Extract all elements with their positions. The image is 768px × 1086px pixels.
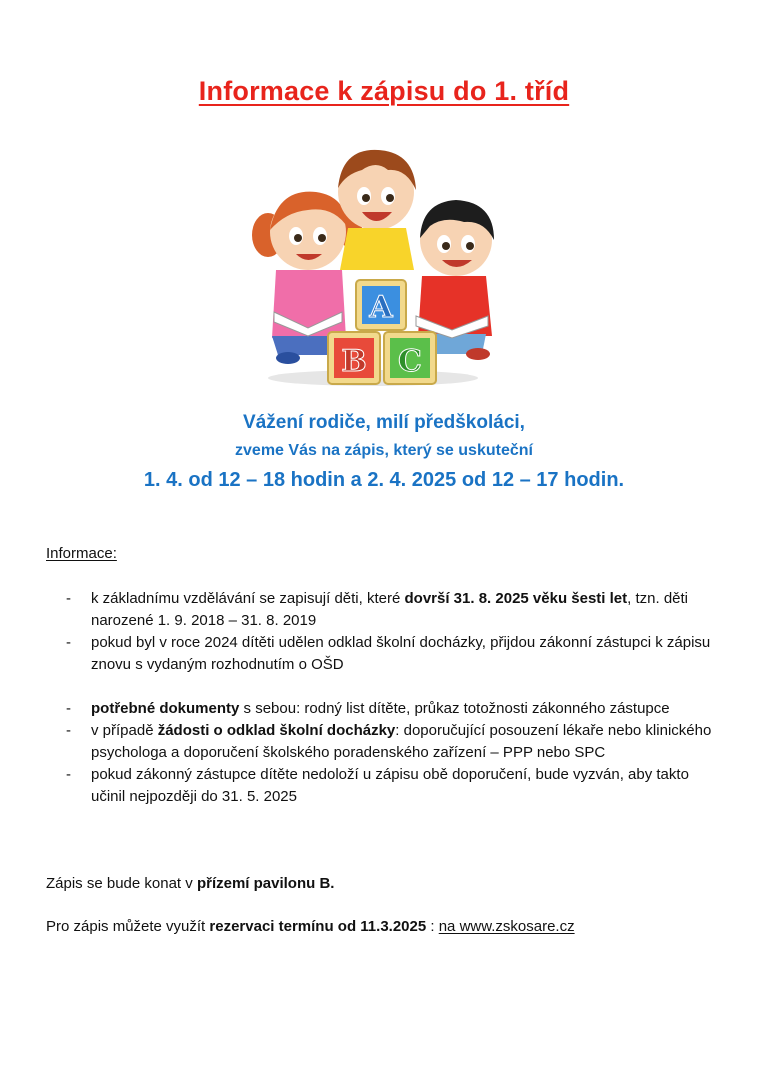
abc-blocks	[328, 280, 436, 384]
bullet-dash: -	[66, 722, 71, 739]
list-item: - pokud byl v roce 2024 dítěti udělen odklad školní docházky, přijdou zákonní zástupci k zápisu znovu s vydaným rozhodnutím o OŠD	[66, 634, 711, 673]
bullet-dash: -	[66, 700, 71, 717]
page-title: Informace k zápisu do 1. tříd	[198, 76, 570, 106]
greeting-dates: 1. 4. od 12 – 18 hodin a 2. 4. 2025 od 12 – 17 hodin.	[143, 469, 625, 491]
list-item: - k základnímu vzdělávání se zapisují děti, které dovrší 31. 8. 2025 věku šesti let, tzn. děti narozené 1. 9. 2018 – 31. 8. 2019	[66, 590, 689, 629]
list-item: - potřebné dokumenty s sebou: rodný list dítěte, průkaz totožnosti zákonného zástupce	[46, 698, 726, 720]
block-letter-b: B	[341, 344, 367, 379]
info-label: Informace:	[46, 545, 117, 562]
location-paragraph: Zápis se bude konat v přízemí pavilonu B.	[46, 875, 335, 892]
bullet-dash: -	[66, 634, 71, 651]
block-letter-a: A	[369, 290, 393, 325]
list-item: - v případě žádosti o odklad školní docházky: doporučující posouzení lékaře nebo klinického psychologa a doporučení školského poradenského zařízení – PPP nebo SPC	[66, 722, 712, 761]
greeting-line-2: zveme Vás na zápis, který se uskuteční	[235, 442, 533, 459]
children-abc-blocks-illustration	[238, 140, 508, 390]
list-item: - pokud zákonný zástupce dítěte nedoloží u zápisu obě doporučení, bude vyzván, aby takto učinil nejpozději do 31. 5. 2025	[66, 766, 689, 805]
reservation-paragraph: Pro zápis můžete využít rezervaci termínu od 11.3.2025 : na www.zskosare.cz	[46, 918, 575, 935]
info-list	[46, 588, 726, 808]
boy-figure-yellow	[338, 150, 416, 270]
website-link[interactable]: na www.zskosare.cz	[438, 918, 575, 935]
greeting-line-1: Vážení rodiče, milí předškoláci,	[243, 412, 525, 433]
bullet-dash: -	[66, 590, 71, 607]
bullet-dash: -	[66, 766, 71, 783]
block-letter-c: C	[398, 344, 422, 379]
